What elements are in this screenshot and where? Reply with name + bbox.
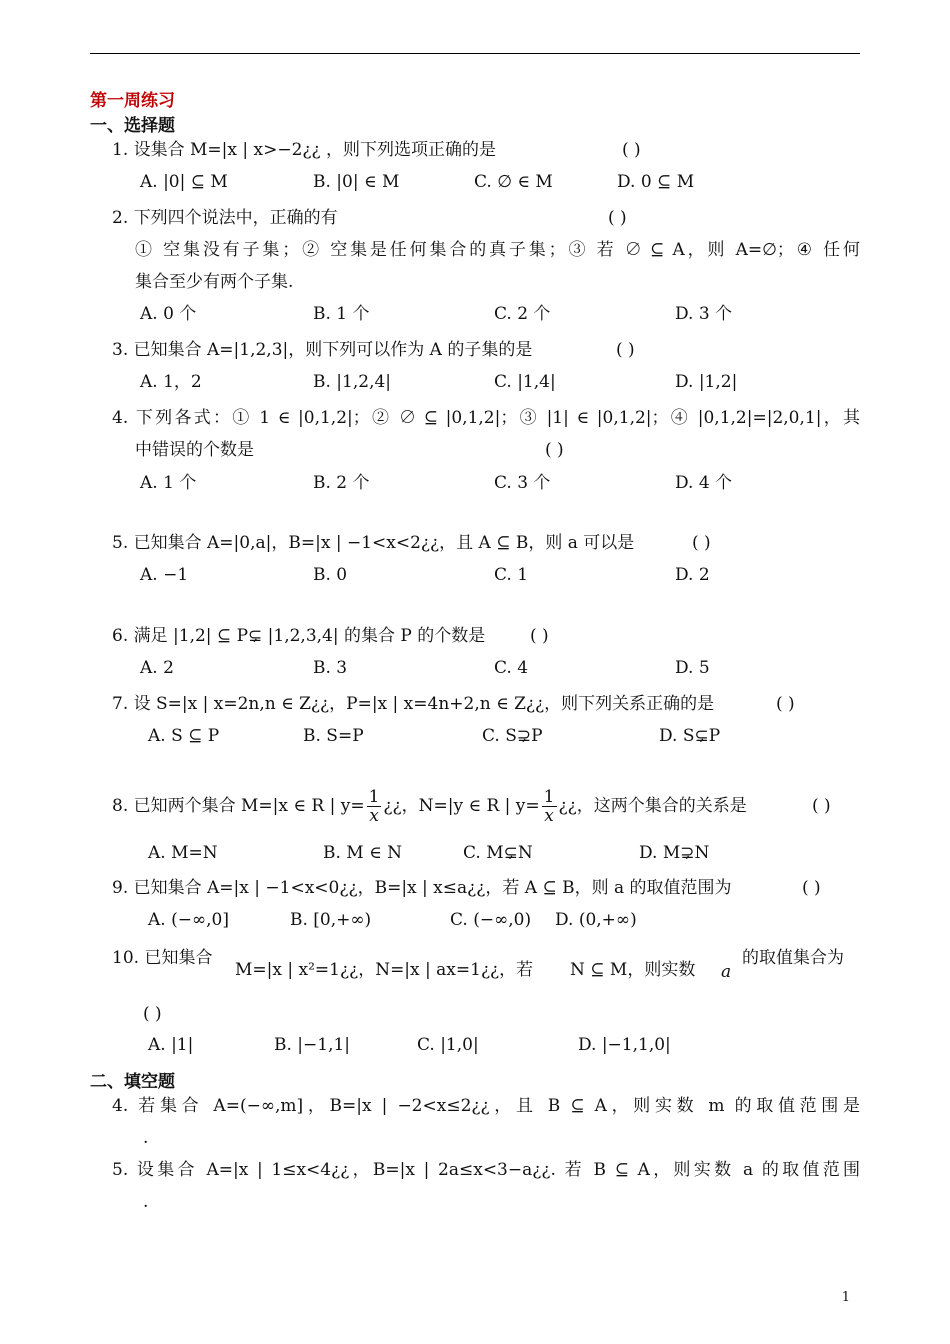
q8-frac2-denominator: x [544,806,554,826]
q9-option-d: D. (0,+∞) [555,910,637,930]
fill-question-5-blank: . [143,1192,149,1212]
q7-option-d: D. S⊊P [659,726,721,746]
q8-fraction-2 [542,788,557,825]
q8-stem-part-a: 8. 已知两个集合 M=|x ∈ R | y= [112,796,365,816]
q8-stem-part-c: ¿¿，这两个集合的关系是 [558,796,747,816]
question-10-subset: N ⊆ M，则实数 [570,960,696,980]
question-2-paren: ( ) [608,208,627,228]
question-1-stem: 1. 设集合 M=|x | x>−2¿¿ ，则下列选项正确的是 [112,140,497,160]
section-heading-fill: 二、填空题 [90,1072,175,1092]
q8-frac1-numerator: 1 [368,787,380,807]
q8-option-d: D. M⊋N [639,843,710,863]
question-4-stem: 4. 下列各式：① 1 ∈ |0,1,2|；② ∅ ⊆ |0,1,2|；③ |1| ∈ |0,1,2|；④ |0,1,2|=|2,0,1|，其 [112,408,860,428]
q3-option-d: D. |1,2| [675,372,738,392]
question-6-paren: ( ) [530,626,549,646]
fill-question-5-stem: 5. 设集合 A=|x | 1≤x<4¿¿，B=|x | 2a≤x<3−a¿¿. 若 B ⊆ A，则实数 a 的取值范围 [112,1160,860,1180]
question-9-stem: 9. 已知集合 A=|x | −1<x<0¿¿，B=|x | x≤a¿¿，若 A ⊆ B，则 a 的取值范围为 [112,878,732,898]
q8-option-c: C. M⊊N [463,843,533,863]
q10-option-a: A. |1| [148,1035,194,1055]
question-8-paren: ( ) [812,796,831,816]
question-3-stem: 3. 已知集合 A=|1,2,3|，则下列可以作为 A 的子集的是 [112,340,533,360]
q7-option-c: C. S⊋P [482,726,543,746]
question-2-stem: 2. 下列四个说法中，正确的有 [112,208,338,228]
question-2-statements-line2: 集合至少有两个子集. [135,272,294,292]
q9-option-c: C. (−∞,0) [450,910,532,930]
q3-option-a: A. 1，2 [140,372,202,392]
q2-option-c: C. 2 个 [494,304,551,324]
fill-question-4-stem: 4. 若集合 A=(−∞,m]，B=|x | −2<x≤2¿¿，且 B ⊆ A，则实数 m 的取值范围是 [112,1096,860,1116]
question-2-statements-line1: ① 空集没有子集；② 空集是任何集合的真子集；③ 若 ∅ ⊆ A，则 A=∅；④ 任何 [135,240,860,260]
page-title: 第一周练习 [90,91,175,111]
q8-fraction-1 [367,788,382,825]
question-8-stem [112,786,747,826]
question-10-sets: M=|x | x²=1¿¿，N=|x | ax=1¿¿，若 [235,960,534,980]
q9-option-a: A. (−∞,0] [148,910,229,930]
q8-frac1-denominator: x [369,806,379,826]
question-7-paren: ( ) [776,694,795,714]
q1-option-d: D. 0 ⊆ M [617,172,695,192]
q10-option-c: C. |1,0| [417,1035,479,1055]
q6-option-d: D. 5 [675,658,710,678]
page-number: 1 [841,1290,850,1305]
question-7-stem: 7. 设 S=|x | x=2n,n ∈ Z¿¿，P=|x | x=4n+2,n ∈ Z¿¿，则下列关系正确的是 [112,694,715,714]
q6-option-b: B. 3 [313,658,348,678]
q9-option-b: B. [0,+∞) [290,910,372,930]
question-10-number: 10. 已知集合 [112,948,213,968]
q2-option-a: A. 0 个 [140,304,197,324]
question-10-paren: ( ) [143,1004,162,1024]
question-10-tail: 的取值集合为 [742,948,844,968]
q6-option-c: C. 4 [494,658,529,678]
q4-option-c: C. 3 个 [494,473,551,493]
q10-option-b: B. |−1,1| [274,1035,351,1055]
q7-option-a: A. S ⊆ P [148,726,220,746]
q3-option-b: B. |1,2,4| [313,372,392,392]
fill-question-4-blank: . [143,1128,149,1148]
section-heading-choice: 一、选择题 [90,116,175,136]
q8-option-a: A. M=N [148,843,218,863]
question-6-stem: 6. 满足 |1,2| ⊆ P⊊ |1,2,3,4| 的集合 P 的个数是 [112,626,486,646]
question-10-variable: a [721,962,732,982]
question-4-paren: ( ) [545,440,564,460]
q4-option-a: A. 1 个 [140,473,197,493]
q5-option-c: C. 1 [494,565,529,585]
question-4-stem-line2: 中错误的个数是 [135,440,254,460]
question-1-paren: ( ) [622,140,641,160]
q3-option-c: C. |1,4| [494,372,556,392]
q5-option-d: D. 2 [675,565,710,585]
q2-option-b: B. 1 个 [313,304,370,324]
q10-option-d: D. |−1,1,0| [578,1035,671,1055]
q2-option-d: D. 3 个 [675,304,733,324]
q1-option-b: B. |0| ∈ M [313,172,400,192]
q5-option-a: A. −1 [140,565,189,585]
question-5-paren: ( ) [692,533,711,553]
q7-option-b: B. S=P [303,726,364,746]
q8-frac2-numerator: 1 [543,787,555,807]
question-5-stem: 5. 已知集合 A=|0,a|，B=|x | −1<x<2¿¿，且 A ⊆ B，则 a 可以是 [112,533,635,553]
q1-option-a: A. |0| ⊆ M [140,172,228,192]
q6-option-a: A. 2 [140,658,174,678]
question-3-paren: ( ) [616,340,635,360]
q5-option-b: B. 0 [313,565,348,585]
q4-option-d: D. 4 个 [675,473,733,493]
q8-option-b: B. M ∈ N [323,843,402,863]
q8-stem-part-b: ¿¿，N=|y ∈ R | y= [383,796,540,816]
question-9-paren: ( ) [802,878,821,898]
q1-option-c: C. ∅ ∈ M [474,172,553,192]
header-rule [90,53,860,54]
q4-option-b: B. 2 个 [313,473,370,493]
